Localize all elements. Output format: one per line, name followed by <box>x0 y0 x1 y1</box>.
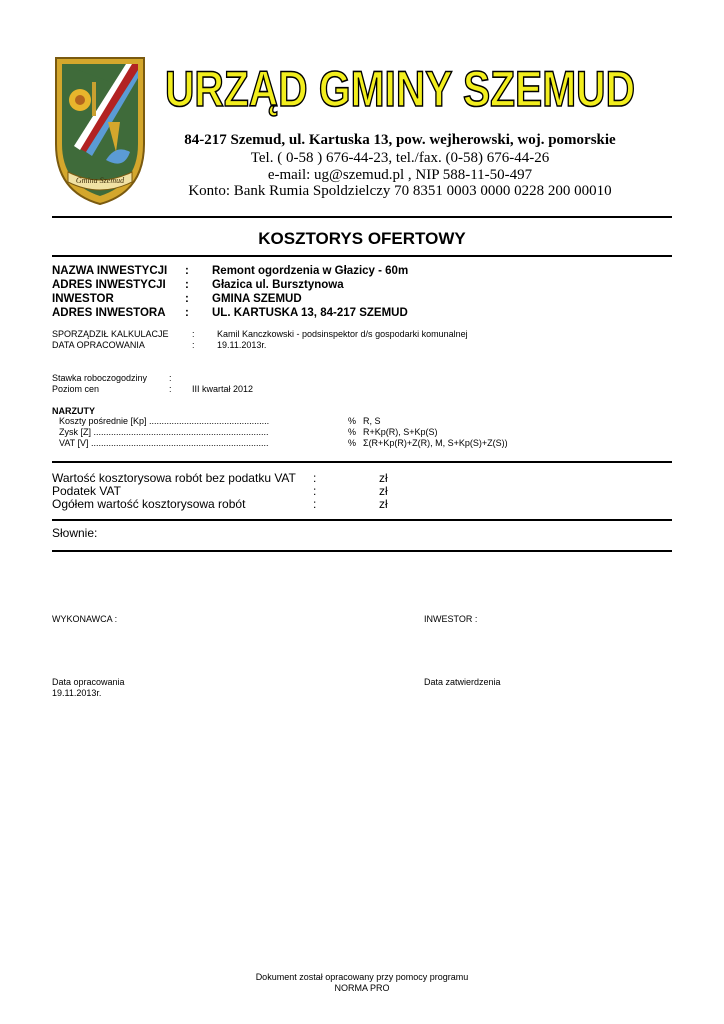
document-title: KOSZTORYS OFERTOWY <box>258 229 466 248</box>
prepared-details <box>52 329 672 351</box>
narzut-formula: R, S <box>363 416 381 426</box>
investment-label: ADRES INWESTORA <box>52 307 166 319</box>
divider-after-slownie <box>52 550 672 552</box>
office-title <box>160 58 640 117</box>
divider-top <box>52 216 672 218</box>
date-approved-label: Data zatwierdzenia <box>424 677 501 687</box>
prepared-label: DATA OPRACOWANIA <box>52 340 145 350</box>
investment-row <box>52 278 672 292</box>
narzut-percent: % <box>348 416 357 426</box>
footer-line-1: Dokument został opracowany przy pomocy programu <box>255 972 469 982</box>
investment-row <box>52 264 672 278</box>
svg-text:URZĄD GMINY SZEMUD: URZĄD GMINY SZEMUD <box>165 61 635 117</box>
prepared-row <box>52 329 672 340</box>
gmina-crest-logo <box>50 52 150 210</box>
prepared-row <box>52 340 672 351</box>
date-prepared-value: 19.11.2013r. <box>52 688 102 698</box>
investment-label: ADRES INWESTYCJI <box>52 279 166 291</box>
total-label: Ogółem wartość kosztorysowa robót <box>52 497 246 511</box>
header-email: e-mail: ug@szemud.pl , NIP 588-11-50-497 <box>267 167 533 183</box>
prepared-separator: : <box>192 329 195 339</box>
total-row <box>52 498 672 511</box>
total-label: Wartość kosztorysowa robót bez podatku VAT <box>52 471 296 485</box>
divider-before-slownie <box>52 519 672 521</box>
narzuty-heading: NARZUTY <box>52 406 95 416</box>
narzut-formula: R+Kp(R), S+Kp(S) <box>363 427 438 437</box>
total-unit: zł <box>379 471 388 485</box>
total-label: Podatek VAT <box>52 484 121 498</box>
rates-details <box>52 373 672 395</box>
header-address: 84-217 Szemud, ul. Kartuska 13, pow. wejherowski, woj. pomorskie <box>184 132 616 148</box>
investment-label: NAZWA INWESTYCJI <box>52 265 168 277</box>
investment-separator: : <box>185 279 189 291</box>
narzut-percent: % <box>348 427 357 437</box>
crest-banner-text: Gmina Szemud <box>75 176 125 185</box>
header-bank-account: Konto: Bank Rumia Spoldzielczy 70 8351 0003 0000 0228 200 00010 <box>188 183 612 199</box>
investment-row <box>52 292 672 306</box>
total-separator: : <box>313 497 317 511</box>
total-separator: : <box>313 484 317 498</box>
narzut-row <box>52 416 672 427</box>
narzut-row <box>52 438 672 449</box>
narzuty-list <box>52 416 672 449</box>
rate-label: Poziom cen <box>52 384 100 394</box>
investor-label: INWESTOR : <box>424 614 478 624</box>
investment-value: GMINA SZEMUD <box>212 293 302 305</box>
rate-value: III kwartał 2012 <box>192 384 254 394</box>
investment-value: Remont ogordzenia w Głazicy - 60m <box>212 265 409 277</box>
investment-label: INWESTOR <box>52 293 114 305</box>
divider-under-title <box>52 255 672 257</box>
narzut-label: Koszty pośrednie [Kp] ................................................ <box>59 416 270 426</box>
narzut-label: Zysk [Z] ...................................................................... <box>59 427 269 437</box>
prepared-value: Kamil Kanczkowski - podsinspektor d/s gospodarki komunalnej <box>217 329 468 339</box>
total-unit: zł <box>379 484 388 498</box>
total-unit: zł <box>379 497 388 511</box>
investment-separator: : <box>185 307 189 319</box>
investment-separator: : <box>185 293 189 305</box>
investment-separator: : <box>185 265 189 277</box>
totals-block <box>52 472 672 511</box>
prepared-separator: : <box>192 340 195 350</box>
narzut-label: VAT [V] ....................................................................... <box>59 438 269 448</box>
narzut-row <box>52 427 672 438</box>
slownie-label: Słownie: <box>52 526 98 540</box>
date-prepared-label: Data opracowania <box>52 677 125 687</box>
total-row <box>52 472 672 485</box>
header-phone: Tel. ( 0-58 ) 676-44-23, tel./fax. (0-58) 676-44-26 <box>250 150 550 166</box>
contractor-label: WYKONAWCA : <box>52 614 118 624</box>
rate-label: Stawka roboczogodziny <box>52 373 148 383</box>
narzut-formula: Σ(R+Kp(R)+Z(R), M, S+Kp(S)+Z(S)) <box>363 438 508 448</box>
prepared-value: 19.11.2013r. <box>217 340 267 350</box>
rate-row <box>52 384 672 395</box>
total-separator: : <box>313 471 317 485</box>
rate-separator: : <box>169 373 172 383</box>
rate-row <box>52 373 672 384</box>
narzut-percent: % <box>348 438 357 448</box>
prepared-label: SPORZĄDZIŁ KALKULACJE <box>52 329 169 339</box>
investment-value: Głazica ul. Bursztynowa <box>212 279 344 291</box>
investment-details <box>52 264 672 320</box>
footer-line-2: NORMA PRO <box>334 983 390 993</box>
investment-value: UL. KARTUSKA 13, 84-217 SZEMUD <box>212 307 408 319</box>
investment-row <box>52 306 672 320</box>
rate-separator: : <box>169 384 172 394</box>
divider-before-totals <box>52 461 672 463</box>
